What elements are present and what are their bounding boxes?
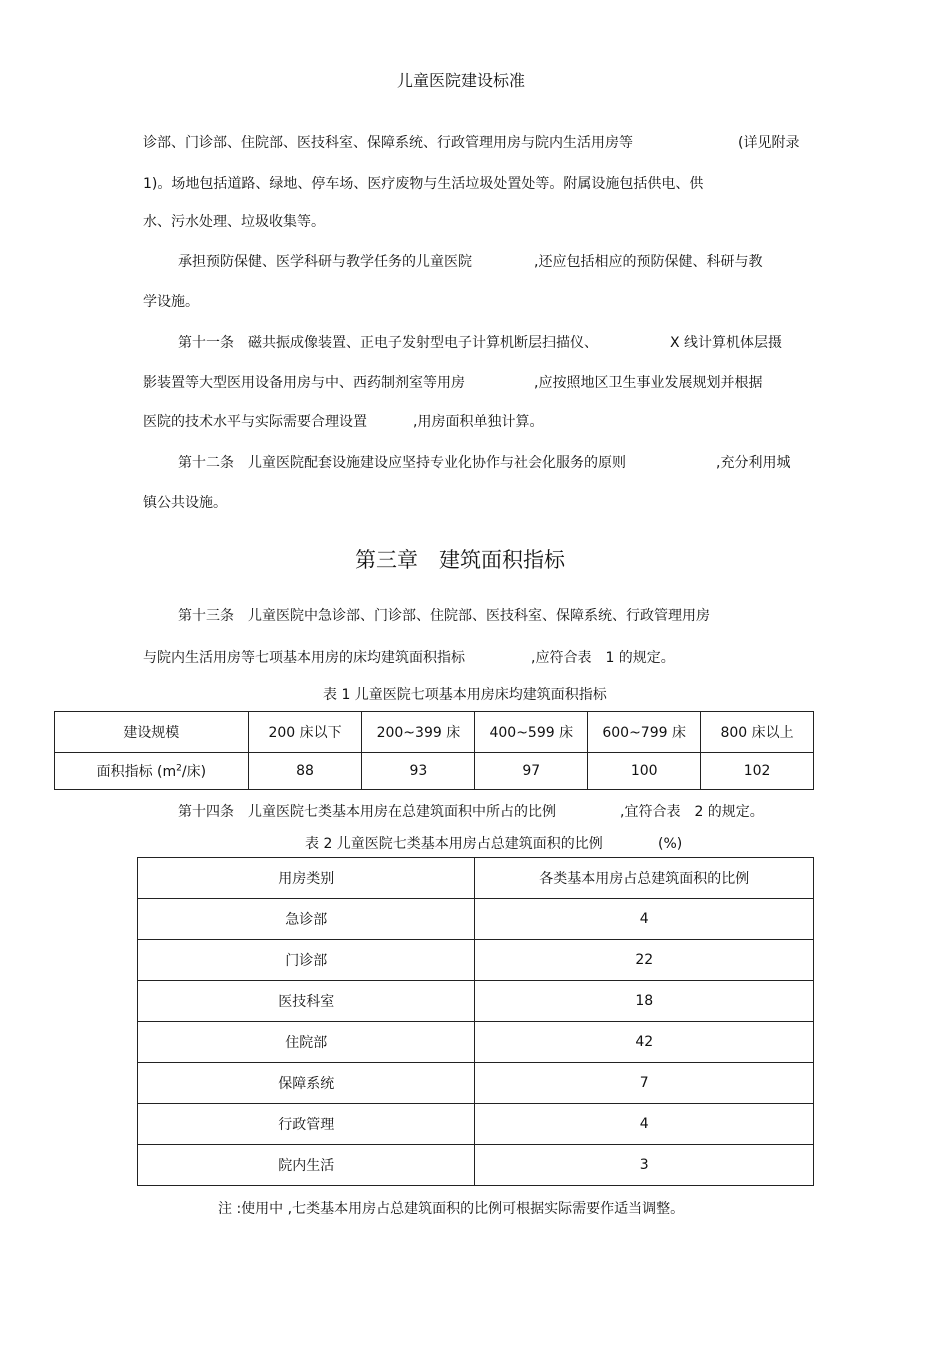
room-type-cell: 门诊部 — [138, 940, 475, 981]
percent-cell: 4 — [475, 899, 814, 940]
table-row — [138, 899, 814, 940]
para1-line1b: (详见附录 — [738, 135, 800, 151]
page-title: 儿童医院建设标准 — [397, 71, 526, 90]
article13-line2a: 与院内生活用房等七项基本用房的床均建筑面积指标 — [143, 650, 465, 666]
table1-header-cell: 400~599 床 — [475, 712, 588, 753]
article14-a: 第十四条 儿童医院七类基本用房在总建筑面积中所占的比例 — [178, 804, 556, 820]
para1-line3: 水、污水处理、垃圾收集等。 — [143, 214, 325, 230]
room-type-cell: 行政管理 — [138, 1104, 475, 1145]
table1 — [54, 711, 814, 790]
table-row — [138, 940, 814, 981]
room-type-cell: 急诊部 — [138, 899, 475, 940]
table1-value-cell: 102 — [701, 753, 814, 790]
para1-line2: 1)。场地包括道路、绿地、停车场、医疗废物与生活垃圾处置处等。附属设施包括供电、供 — [143, 176, 704, 192]
article11-line2b: ,应按照地区卫生事业发展规划并根据 — [534, 375, 763, 391]
article12-line1a: 第十二条 儿童医院配套设施建设应坚持专业化协作与社会化服务的原则 — [178, 455, 626, 471]
table1-data-row — [55, 753, 814, 790]
para2-line1b: ,还应包括相应的预防保健、科研与教 — [534, 254, 763, 270]
percent-cell: 42 — [475, 1022, 814, 1063]
table1-value-cell: 93 — [362, 753, 475, 790]
para2-line1a: 承担预防保健、医学科研与教学任务的儿童医院 — [178, 254, 472, 270]
article13-line1: 第十三条 儿童医院中急诊部、门诊部、住院部、医技科室、保障系统、行政管理用房 — [178, 608, 710, 624]
percent-cell: 22 — [475, 940, 814, 981]
room-type-cell: 住院部 — [138, 1022, 475, 1063]
table-row — [138, 1145, 814, 1186]
article11-line3a: 医院的技术水平与实际需要合理设置 — [143, 414, 367, 430]
room-type-cell: 院内生活 — [138, 1145, 475, 1186]
table-row — [138, 981, 814, 1022]
table1-row-label: 面积指标 ($m^2/$床) — [55, 753, 249, 790]
article12-line2: 镇公共设施。 — [143, 495, 227, 511]
article13-line2b: ,应符合表 1 的规定。 — [531, 650, 675, 666]
room-type-cell: 医技科室 — [138, 981, 475, 1022]
table-row — [138, 1104, 814, 1145]
article12-line1b: ,充分利用城 — [716, 455, 791, 471]
chapter-title: 第三章 建筑面积指标 — [355, 548, 565, 572]
table1-header-cell: 建设规模 — [55, 712, 249, 753]
table-row — [138, 1022, 814, 1063]
room-type-cell: 保障系统 — [138, 1063, 475, 1104]
table1-caption: 表 1 儿童医院七项基本用房床均建筑面积指标 — [323, 687, 607, 703]
table2-note: 注 :使用中 ,七类基本用房占总建筑面积的比例可根据实际需要作适当调整。 — [218, 1201, 685, 1217]
article11-line1b: X 线计算机体层摄 — [670, 335, 783, 351]
table1-value-cell: 100 — [588, 753, 701, 790]
table1-value-cell: 97 — [475, 753, 588, 790]
para2-line2: 学设施。 — [143, 294, 199, 310]
table2 — [137, 857, 814, 1186]
para1-line1a: 诊部、门诊部、住院部、医技科室、保障系统、行政管理用房与院内生活用房等 — [143, 135, 633, 151]
article11-line3b: ,用房面积单独计算。 — [413, 414, 544, 430]
percent-cell: 7 — [475, 1063, 814, 1104]
table2-caption-unit: (%) — [658, 836, 683, 852]
article14-b: ,宜符合表 2 的规定。 — [620, 804, 764, 820]
table1-value-cell: 88 — [248, 753, 362, 790]
table2-header-row — [138, 858, 814, 899]
table1-header-cell: 200~399 床 — [362, 712, 475, 753]
table2-header-cell: 用房类别 — [138, 858, 475, 899]
table-row — [138, 1063, 814, 1104]
percent-cell: 18 — [475, 981, 814, 1022]
article11-line1a: 第十一条 磁共振成像装置、正电子发射型电子计算机断层扫描仪、 — [178, 335, 598, 351]
table1-header-cell: 200 床以下 — [248, 712, 362, 753]
table2-caption: 表 2 儿童医院七类基本用房占总建筑面积的比例 — [305, 836, 603, 852]
table1-header-row — [55, 712, 814, 753]
percent-cell: 3 — [475, 1145, 814, 1186]
table2-header-cell: 各类基本用房占总建筑面积的比例 — [475, 858, 814, 899]
article11-line2a: 影装置等大型医用设备用房与中、西药制剂室等用房 — [143, 375, 465, 391]
table1-header-cell: 800 床以上 — [701, 712, 814, 753]
table1-header-cell: 600~799 床 — [588, 712, 701, 753]
percent-cell: 4 — [475, 1104, 814, 1145]
